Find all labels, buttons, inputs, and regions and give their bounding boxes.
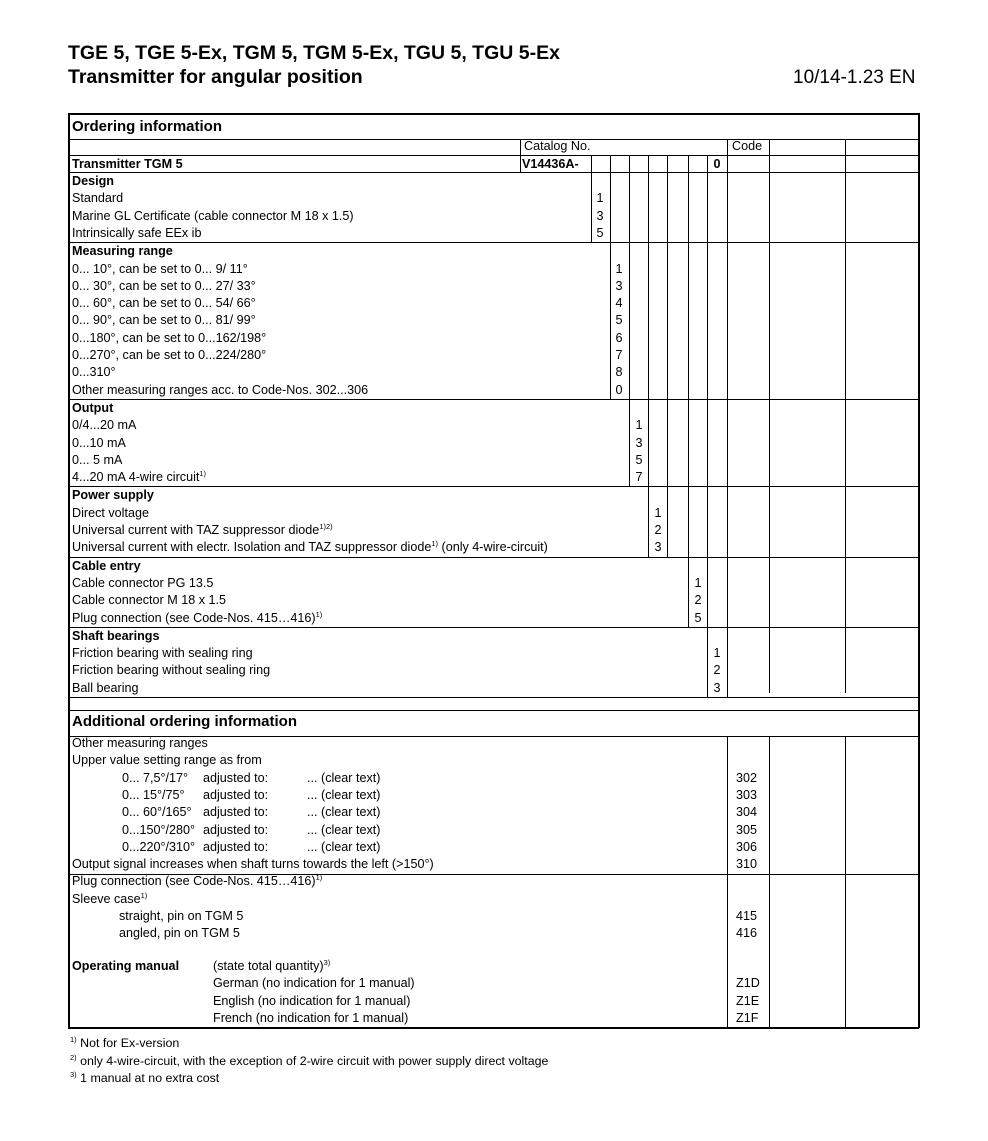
digit-cell-border [688, 155, 689, 173]
digit-cell-border [667, 155, 668, 173]
code-col-border [727, 736, 728, 1028]
option-code-output: 7 [635, 470, 643, 485]
digit-col-border [648, 399, 649, 487]
digit-col-border [648, 242, 649, 399]
footnote-marker: 1) [431, 539, 438, 549]
option-code-cable-entry: 1 [694, 575, 702, 590]
sleeve-case-label: Sleeve case$^{1)}$ [72, 890, 148, 906]
footnote-marker: 1) [315, 609, 323, 619]
doc-number: 10/14-1.23 EN [793, 67, 916, 88]
range-adjusted-label: adjusted to: [203, 805, 269, 820]
digit-cell-border [727, 155, 728, 173]
footnote-marker: 1)2) [319, 522, 333, 531]
digit-col-border [727, 242, 728, 399]
option-label-shaft-bearings: Ball bearing [72, 680, 139, 695]
digit-col-border [629, 399, 630, 487]
product-row-rule [68, 172, 919, 173]
catalog-col-border [520, 139, 521, 173]
footnote-marker: 2) [70, 1052, 77, 1062]
section-rule [68, 486, 919, 487]
additional-info-heading: Additional ordering information [72, 713, 297, 730]
code-col-divider [769, 139, 770, 693]
digit-col-border [707, 627, 708, 697]
range-adjusted-label: adjusted to: [203, 787, 269, 802]
manual-code: Z1F [736, 1011, 759, 1026]
upper-setting-label: Upper value setting range as from [72, 753, 262, 768]
option-code-output: 5 [635, 452, 643, 467]
section-rule [68, 242, 919, 243]
footnote: $^{1)}$ Not for Ex-version [70, 1035, 180, 1050]
section-title-design: Design [72, 174, 114, 188]
option-label-shaft-bearings: Friction bearing with sealing ring [72, 646, 253, 661]
digit-col-border [610, 172, 611, 242]
section-title-power-supply: Power supply [72, 488, 154, 503]
option-label-power-supply: Universal current with TAZ suppressor diode$^{1)2)}$ [72, 522, 333, 537]
option-label-measuring-range: 0...180°, can be set to 0...162/198° [72, 330, 267, 345]
digit-col-border [707, 172, 708, 242]
footnote-marker: 1) [199, 469, 207, 479]
table-top-border [68, 113, 919, 115]
range-value: 0... 7,5°/17° [122, 770, 189, 785]
range-clear-text: ... (clear text) [307, 822, 381, 837]
option-code-design: 1 [596, 191, 604, 206]
option-label-measuring-range: Other measuring ranges acc. to Code-Nos. 302...306 [72, 382, 369, 397]
sleeve-angled-code: 416 [736, 926, 758, 941]
option-code-measuring-range: 3 [615, 278, 623, 293]
range-adjusted-label: adjusted to: [203, 770, 269, 785]
range-value: 0... 15°/75° [122, 787, 185, 802]
catalog-no-label: Catalog No. [524, 139, 591, 153]
plug-connection-label: Plug connection (see Code-Nos. 415…416)$^{1)}$ [72, 873, 323, 889]
digit-cell-border [707, 155, 708, 173]
shaft-direction-code: 310 [736, 857, 758, 872]
footnote: $^{3)}$ 1 manual at no extra cost [70, 1070, 220, 1085]
section-title-output: Output [72, 400, 114, 415]
option-code-design: 5 [596, 225, 604, 240]
option-label-design: Standard [72, 191, 124, 206]
option-label-cable-entry: Cable connector M 18 x 1.5 [72, 593, 227, 608]
digit-col-border [727, 627, 728, 697]
digit-col-border [591, 172, 592, 242]
option-code-power-supply: 2 [654, 523, 662, 537]
section-rule [68, 627, 919, 628]
option-label-measuring-range: 0...310° [72, 365, 116, 380]
digit-col-border [610, 242, 611, 399]
digit-col-border [629, 242, 630, 399]
footnote-marker: 3) [323, 958, 331, 968]
section-title-measuring-range: Measuring range [72, 244, 173, 259]
digit-cell-border [648, 155, 649, 173]
section-rule [68, 557, 919, 558]
range-clear-text: ... (clear text) [307, 787, 381, 802]
sleeve-angled-label: angled, pin on TGM 5 [119, 926, 240, 941]
digit-col-border [727, 557, 728, 627]
heading-rule [68, 139, 919, 140]
section-rule [68, 399, 919, 400]
option-code-measuring-range: 4 [615, 296, 623, 311]
digit-col-border [667, 399, 668, 487]
option-label-measuring-range: 0... 30°, can be set to 0... 27/ 33° [72, 278, 256, 293]
digit-col-border [648, 486, 649, 556]
digit-col-border [688, 557, 689, 627]
range-code: 306 [736, 839, 758, 854]
code-column-label: Code [732, 139, 763, 153]
option-label-output: 4...20 mA 4-wire circuit$^{1)}$ [72, 469, 207, 485]
digit-col-border [707, 486, 708, 556]
digit-col-border [688, 242, 689, 399]
option-code-output: 3 [635, 435, 643, 450]
footnote-marker: 1) [315, 873, 323, 883]
digit-col-border [688, 172, 689, 242]
manual-language-label: French (no indication for 1 manual) [213, 1011, 409, 1026]
range-value: 0... 60°/165° [122, 805, 192, 820]
range-adjusted-label: adjusted to: [203, 822, 269, 837]
code-col-divider [845, 139, 846, 693]
digit-col-border [707, 557, 708, 627]
section-rule [68, 697, 919, 698]
digit-col-border [667, 486, 668, 556]
label-row-rule [68, 155, 919, 156]
digit-col-border [688, 399, 689, 487]
option-label-cable-entry: Cable connector PG 13.5 [72, 575, 214, 590]
option-code-measuring-range: 7 [615, 348, 623, 362]
option-code-power-supply: 1 [654, 505, 662, 520]
digit-col-border [727, 399, 728, 487]
option-code-shaft-bearings: 2 [713, 663, 721, 678]
digit-cell-border [629, 155, 630, 173]
digit-col-border [727, 172, 728, 242]
option-code-cable-entry: 2 [694, 593, 702, 608]
footnote-marker: 1) [140, 890, 148, 900]
range-code: 303 [736, 787, 758, 802]
range-code: 302 [736, 770, 758, 785]
range-clear-text: ... (clear text) [307, 805, 381, 820]
option-label-design: Marine GL Certificate (cable connector M 18 x 1.5) [72, 208, 354, 223]
digit-cell-border [610, 155, 611, 173]
option-label-measuring-range: 0... 10°, can be set to 0... 9/ 11° [72, 261, 248, 276]
option-label-measuring-range: 0... 90°, can be set to 0... 81/ 99° [72, 313, 256, 328]
doc-title-line2: Transmitter for angular position [68, 66, 363, 88]
product-name: Transmitter TGM 5 [72, 157, 183, 171]
option-code-power-supply: 3 [654, 540, 662, 555]
doc-title-line1: TGE 5, TGE 5-Ex, TGM 5, TGM 5-Ex, TGU 5, TGU 5-Ex [68, 42, 560, 64]
option-label-design: Intrinsically safe EEx ib [72, 225, 202, 240]
option-code-measuring-range: 5 [615, 313, 623, 328]
range-value: 0...150°/280° [122, 822, 196, 837]
digit-col-border [667, 172, 668, 242]
option-label-power-supply: Direct voltage [72, 505, 149, 520]
option-code-measuring-range: 0 [615, 382, 623, 397]
option-label-shaft-bearings: Friction bearing without sealing ring [72, 663, 271, 678]
option-label-output: 0/4...20 mA [72, 418, 137, 433]
option-label-cable-entry: Plug connection (see Code-Nos. 415…416)$^{1)}$ [72, 609, 323, 625]
manual-code: Z1E [736, 993, 760, 1008]
range-clear-text: ... (clear text) [307, 770, 381, 785]
digit-col-border [688, 486, 689, 556]
option-label-measuring-range: 0... 60°, can be set to 0... 54/ 66° [72, 296, 256, 311]
fixed-digit: 0 [713, 157, 721, 171]
footnote-marker: 1) [70, 1035, 77, 1044]
code-col-divider [769, 736, 770, 1028]
footnote-marker: 3) [70, 1070, 77, 1079]
range-clear-text: ... (clear text) [307, 839, 381, 854]
digit-col-border [707, 242, 708, 399]
range-code: 304 [736, 805, 758, 820]
section-title-cable-entry: Cable entry [72, 558, 141, 573]
digit-col-border [667, 242, 668, 399]
table-right-border [918, 113, 920, 1028]
digit-col-border [648, 172, 649, 242]
shaft-direction-note: Output signal increases when shaft turns towards the left (>150°) [72, 857, 434, 872]
option-code-measuring-range: 6 [615, 330, 623, 345]
sleeve-straight-code: 415 [736, 909, 758, 923]
section-title-shaft-bearings: Shaft bearings [72, 628, 160, 643]
digit-cell-border [591, 155, 592, 173]
digit-col-border [629, 172, 630, 242]
sleeve-straight-label: straight, pin on TGM 5 [119, 909, 244, 923]
manual-quantity-label: (state total quantity)$^{3)}$ [213, 958, 331, 974]
option-code-measuring-range: 1 [615, 261, 623, 276]
option-code-measuring-range: 8 [615, 365, 623, 380]
option-label-power-supply: Universal current with electr. Isolation and TAZ suppressor diode$^{1)}$ (only 4-wire-circuit) [72, 539, 548, 555]
product-catalog-no: V14436A- [522, 157, 579, 171]
option-code-output: 1 [635, 418, 643, 433]
other-ranges-label: Other measuring ranges [72, 736, 208, 750]
table-left-border [68, 113, 70, 1028]
range-adjusted-label: adjusted to: [203, 839, 269, 854]
option-code-design: 3 [596, 208, 604, 223]
range-value: 0...220°/310° [122, 839, 196, 854]
operating-manual-title: Operating manual [72, 959, 180, 974]
digit-col-border [727, 486, 728, 556]
option-label-output: 0...10 mA [72, 435, 126, 450]
manual-language-label: English (no indication for 1 manual) [213, 993, 411, 1008]
footnote: $^{2)}$ only 4-wire-circuit, with the exception of 2-wire circuit with power supply direct voltage [70, 1052, 549, 1068]
ordering-info-heading: Ordering information [72, 118, 222, 135]
option-code-cable-entry: 5 [694, 610, 702, 625]
spacer-rule [68, 710, 919, 711]
code-col-divider [845, 736, 846, 1028]
range-code: 305 [736, 822, 758, 837]
option-label-output: 0... 5 mA [72, 452, 123, 467]
manual-code: Z1D [736, 976, 760, 991]
option-label-measuring-range: 0...270°, can be set to 0...224/280° [72, 348, 267, 362]
digit-col-border [707, 399, 708, 487]
manual-language-label: German (no indication for 1 manual) [213, 976, 415, 991]
option-code-shaft-bearings: 3 [713, 680, 721, 695]
option-code-shaft-bearings: 1 [713, 646, 721, 661]
table-bottom-border [68, 1027, 919, 1029]
